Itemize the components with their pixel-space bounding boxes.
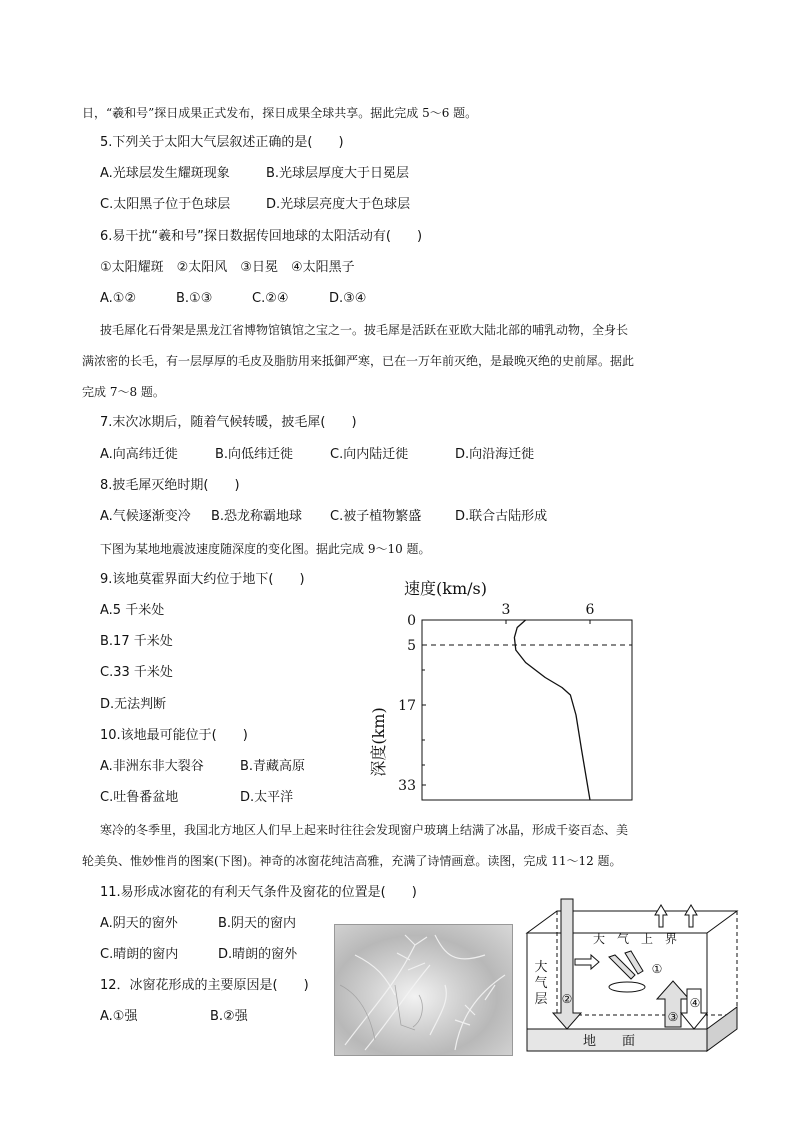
- passage-11-12-line-1: 寒冷的冬季里，我国北方地区人们早上起来时往往会发现窗户玻璃上结满了冰晶，形成千姿百态、美: [100, 823, 629, 837]
- q7-option-c[interactable]: C.向内陆迁徙: [330, 447, 409, 462]
- marker-3: ③: [667, 1010, 679, 1024]
- q9-option-c[interactable]: C.33 千米处: [100, 665, 173, 680]
- q12-stem: 12．冰窗花形成的主要原因是( ): [100, 978, 309, 993]
- q10-option-b[interactable]: B.青藏高原: [240, 759, 306, 774]
- passage-7-8-line-3: 完成 7～8 题。: [82, 385, 165, 399]
- q9-option-b[interactable]: B.17 千米处: [100, 634, 173, 649]
- q8-option-c[interactable]: C.被子植物繁盛: [330, 509, 422, 524]
- intro-tail: 日，“羲和号”探日成果正式发布，探日成果全球共享。据此完成 5～6 题。: [82, 106, 478, 120]
- marker-2: ②: [561, 992, 573, 1006]
- q12-option-a[interactable]: A.①强: [100, 1009, 138, 1024]
- atmosphere-heating-diagram: [525, 897, 745, 1057]
- ground-label: 地 面: [582, 1034, 636, 1049]
- q11-stem: 11.易形成冰窗花的有利天气条件及窗花的位置是( ): [100, 885, 417, 900]
- q11-option-a[interactable]: A.阴天的窗外: [100, 916, 178, 931]
- chart-plot-frame: [422, 620, 632, 800]
- q6-stem: 6.易干扰“羲和号”探日数据传回地球的太阳活动有( ): [100, 229, 423, 244]
- atmosphere-label-2: 气: [534, 976, 548, 991]
- atmosphere-top-face: [527, 911, 737, 933]
- q5-option-c[interactable]: C.太阳黑子位于色球层: [100, 197, 231, 212]
- passage-7-8-line-2: 满浓密的长毛，有一层厚厚的毛皮及脂肪用来抵御严寒，已在一万年前灭绝，是最晚灭绝的史前犀。据此: [82, 354, 635, 368]
- atmosphere-label-3: 层: [534, 992, 548, 1007]
- q10-option-c[interactable]: C.吐鲁番盆地: [100, 790, 179, 805]
- q10-stem: 10.该地最可能位于( ): [100, 728, 248, 743]
- q9-option-d[interactable]: D.无法判断: [100, 697, 167, 712]
- q11-option-b[interactable]: B.阴天的窗内: [218, 916, 297, 931]
- y-tick-label-0: 0: [407, 613, 416, 629]
- q8-option-d[interactable]: D.联合古陆形成: [455, 509, 548, 524]
- velocity-curve-0: [514, 620, 590, 800]
- q5-stem: 5.下列关于太阳大气层叙述正确的是( ): [100, 135, 344, 150]
- q8-option-b[interactable]: B.恐龙称霸地球: [211, 509, 303, 524]
- q6-items: ①太阳耀斑 ②太阳风 ③日冕 ④太阳黑子: [100, 260, 355, 275]
- marker-4: ④: [689, 996, 701, 1010]
- q5-option-d[interactable]: D.光球层亮度大于色球层: [266, 197, 411, 212]
- ice-window-flower-photo: [334, 924, 513, 1056]
- q6-option-b[interactable]: B.①③: [176, 291, 213, 306]
- passage-9-10: 下图为某地地震波速度随深度的变化图。据此完成 9～10 题。: [100, 542, 431, 556]
- q11-option-d[interactable]: D.晴朗的窗外: [218, 947, 298, 962]
- q7-option-d[interactable]: D.向沿海迁徙: [455, 447, 535, 462]
- passage-7-8-line-1: 披毛犀化石骨架是黑龙江省博物馆镇馆之宝之一。披毛犀是活跃在亚欧大陆北部的哺乳动物，全身长: [100, 323, 629, 337]
- q8-option-a[interactable]: A.气候逐渐变冷: [100, 509, 191, 524]
- atmosphere-label-1: 大: [534, 960, 548, 975]
- q8-stem: 8.披毛犀灭绝时期( ): [100, 478, 240, 493]
- passage-11-12-line-2: 轮美奂、惟妙惟肖的图案(下图)。神奇的冰窗花纯洁高雅，充满了诗情画意。读图，完成 11～12 题。: [82, 854, 622, 868]
- top-boundary-label: 大 气 上 界: [592, 932, 678, 946]
- q9-stem: 9.该地莫霍界面大约位于地下( ): [100, 572, 305, 587]
- q10-option-d[interactable]: D.太平洋: [240, 790, 294, 805]
- q10-option-a[interactable]: A.非洲东非大裂谷: [100, 759, 204, 774]
- chart-xlabel: 速度(km/s): [404, 579, 487, 598]
- frost-pattern: [335, 925, 512, 1055]
- q9-option-a[interactable]: A.5 千米处: [100, 603, 165, 618]
- seismic-velocity-chart: [360, 574, 650, 810]
- y-tick-label-2: 17: [398, 698, 416, 714]
- q7-stem: 7.末次冰期后，随着气候转暖，披毛犀( ): [100, 415, 357, 430]
- q5-option-a[interactable]: A.光球层发生耀斑现象: [100, 166, 230, 181]
- q11-option-c[interactable]: C.晴朗的窗内: [100, 947, 179, 962]
- q6-option-d[interactable]: D.③④: [329, 291, 367, 306]
- q5-option-b[interactable]: B.光球层厚度大于日冕层: [266, 166, 410, 181]
- x-tick-label-0: 3: [501, 602, 511, 618]
- q6-option-c[interactable]: C.②④: [252, 291, 289, 306]
- chart-ylabel: 深度(km): [369, 707, 388, 777]
- y-tick-label-1: 5: [407, 638, 416, 654]
- marker-1: ①: [651, 962, 663, 976]
- cloud-icon: [609, 982, 645, 992]
- q7-option-a[interactable]: A.向高纬迁徙: [100, 447, 178, 462]
- q12-option-b[interactable]: B.②强: [210, 1009, 248, 1024]
- x-tick-label-1: 6: [585, 602, 595, 618]
- q6-option-a[interactable]: A.①②: [100, 291, 137, 306]
- q7-option-b[interactable]: B.向低纬迁徙: [215, 447, 294, 462]
- y-tick-label-3: 33: [398, 778, 416, 794]
